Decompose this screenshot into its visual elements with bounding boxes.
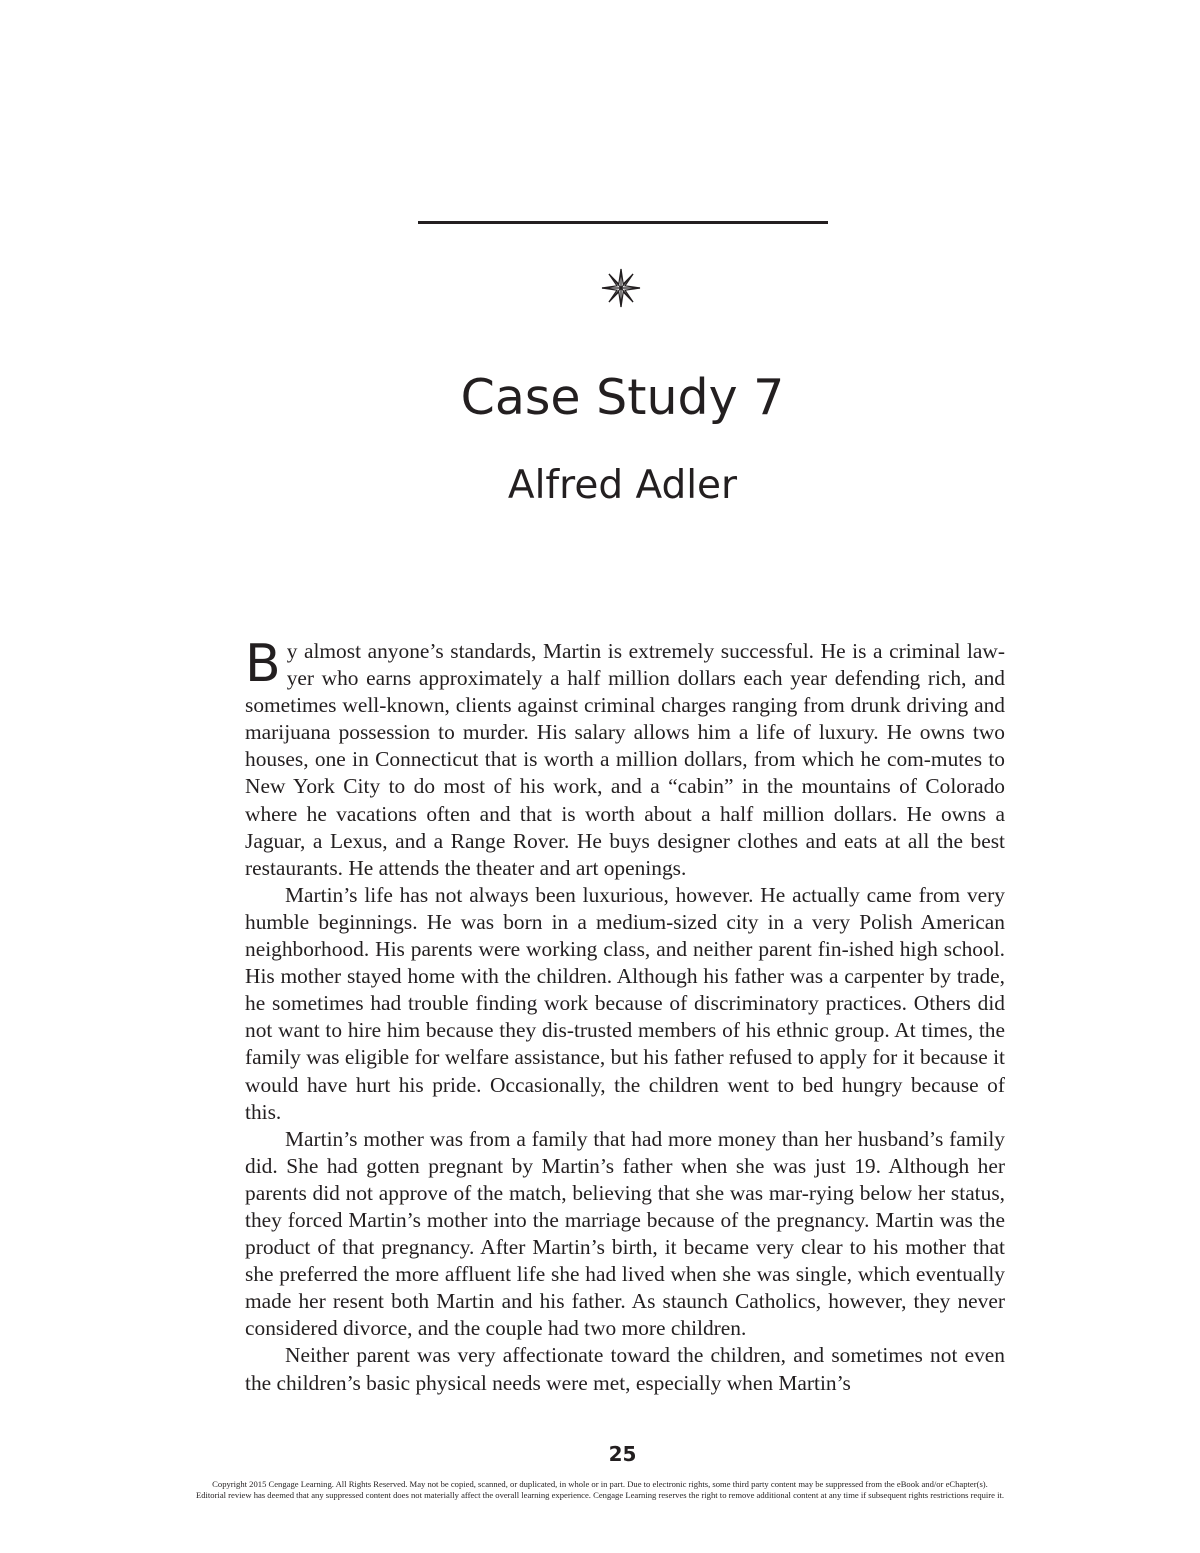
page-number: 25 (608, 1442, 637, 1466)
drop-cap: B (245, 634, 281, 694)
chapter-subtitle: Alfred Adler (507, 463, 738, 508)
copyright-notice (40, 1479, 1160, 1501)
paragraph-1 (245, 634, 1005, 882)
copyright-line-2: Editorial review has deemed that any suppressed content does not materially affect the overall learning experience. Cengage Learning reserves the right to remove additional content at any time if subsequent rights restrictions require it. (195, 1490, 1005, 1500)
body-text (245, 634, 1005, 1397)
chapter-title: Case Study 7 (460, 369, 785, 426)
compass-star-icon (601, 268, 641, 308)
paragraph-1-text: y almost anyone’s standards, Martin is extremely successful. He is a criminal law-yer who earns approximately a half million dollars each year defending rich, and sometimes well-known, clients against criminal charges ranging from drunk driving and marijuana possession to murder. His salary allows him a life of luxury. He owns two houses, one in Connecticut that is worth a million dollars, from which he com-mutes to New York City to do most of his work, and a “cabin” in the mountains of Colorado where he vacations often and that is worth about a half million dollars. He owns a Jaguar, a Lexus, and a Range Rover. He buys designer clothes and eats at all the best restaurants. He attends the theater and art openings. (245, 639, 1005, 880)
copyright-line-1: Copyright 2015 Cengage Learning. All Rights Reserved. May not be copied, scanned, or duplicated, in whole or in part. Due to electronic rights, some third party content may be suppressed from the eBook and/or eChapter(s). (212, 1479, 988, 1489)
paragraph-3: Martin’s mother was from a family that had more money than her husband’s family did. She had gotten pregnant by Martin’s father when she was just 19. Although her parents did not approve of the match, believing that she was mar-rying below her status, they forced Martin’s mother into the marriage because of the pregnancy. Martin was the product of that pregnancy. After Martin’s birth, it became very clear to his mother that she preferred the more affluent life she had lived when she was single, which eventually made her resent both Martin and his father. As staunch Catholics, however, they never considered divorce, and the couple had two more children. (245, 1126, 1005, 1341)
paragraph-4: Neither parent was very affectionate toward the children, and sometimes not even the children’s basic physical needs were met, especially when Martin’s (245, 1343, 1005, 1395)
paragraph-2: Martin’s life has not always been luxurious, however. He actually came from very humble beginnings. He was born in a medium-sized city in a very Polish American neighborhood. His parents were working class, and neither parent fin-ished high school. His mother stayed home with the children. Although his father was a carpenter by trade, he sometimes had trouble finding work because of discriminatory practices. Others did not want to hire him because they dis-trusted members of his ethnic group. At times, the family was eligible for welfare assistance, but his father refused to apply for it because it would have hurt his pride. Occasionally, the children went to bed hungry because of this. (245, 882, 1005, 1124)
chapter-rule (418, 221, 828, 224)
